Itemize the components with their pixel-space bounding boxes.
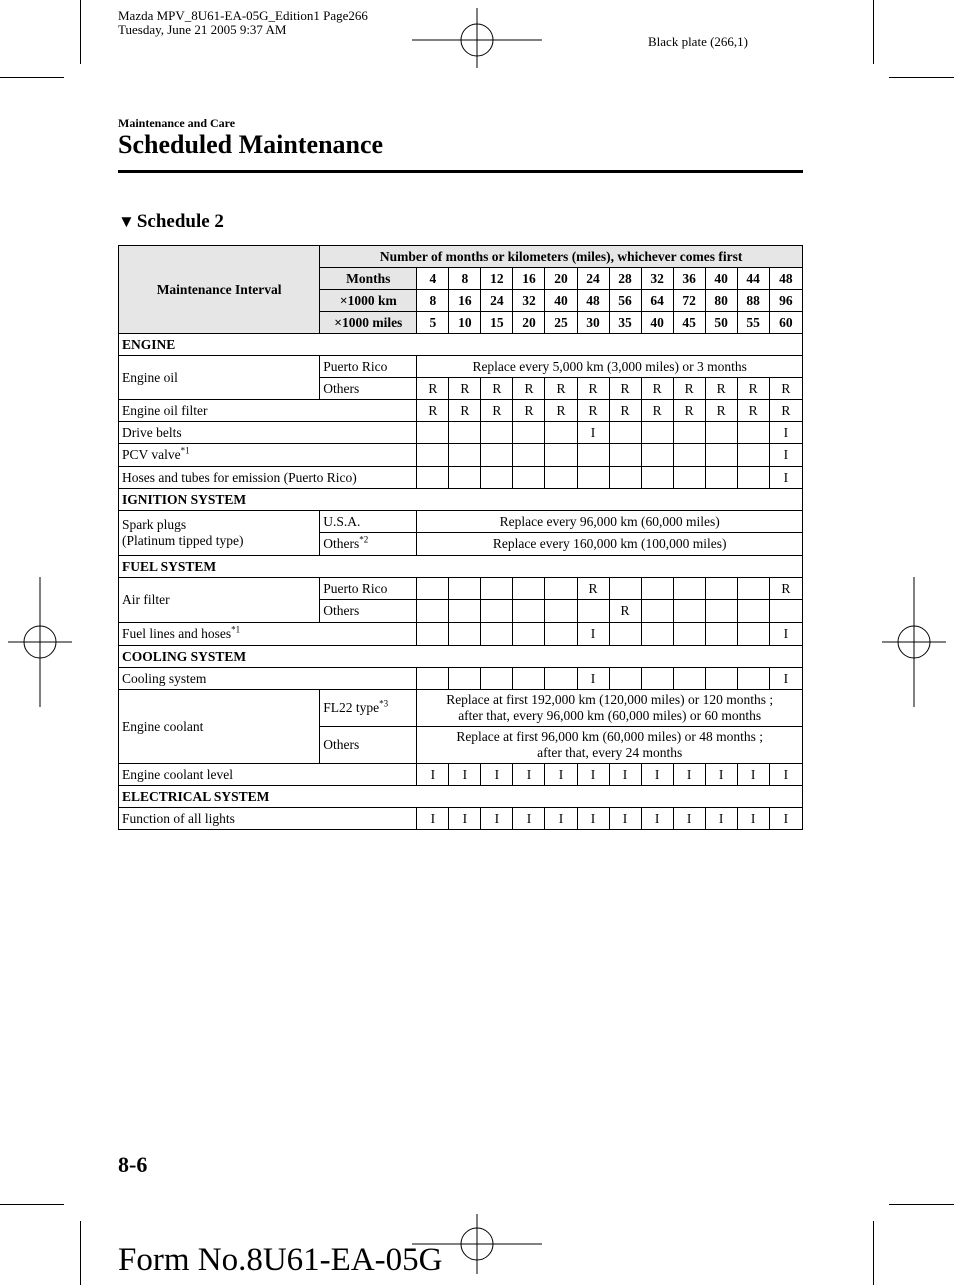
schedule-cell: I bbox=[417, 808, 449, 830]
section-row-electrical bbox=[119, 786, 803, 808]
fuel-lines-text: Fuel lines and hoses bbox=[122, 626, 232, 641]
schedule-cell bbox=[641, 444, 673, 467]
table-row bbox=[119, 400, 803, 422]
print-header-line1: Mazda MPV_8U61-EA-05G_Edition1 Page266 bbox=[118, 8, 368, 23]
spark-plugs-line1: Spark plugs bbox=[122, 517, 187, 532]
schedule-cell bbox=[513, 623, 545, 646]
maintenance-interval-header: Maintenance Interval bbox=[119, 246, 320, 334]
subheading-text: Schedule 2 bbox=[136, 211, 224, 232]
schedule-cell bbox=[673, 623, 705, 646]
sub-label-others: Others bbox=[320, 727, 417, 764]
row-label-engine-coolant-level: Engine coolant level bbox=[119, 764, 417, 786]
schedule-cell: I bbox=[545, 764, 577, 786]
miles-cell: 25 bbox=[545, 312, 577, 334]
schedule-cell: I bbox=[769, 808, 802, 830]
schedule-cell bbox=[545, 668, 577, 690]
schedule-cell bbox=[673, 444, 705, 467]
months-cell: 48 bbox=[769, 268, 802, 290]
km-cell: 48 bbox=[577, 290, 609, 312]
subheading bbox=[118, 211, 224, 233]
row-label-hoses-tubes: Hoses and tubes for emission (Puerto Rico) bbox=[119, 467, 417, 489]
months-cell: 20 bbox=[545, 268, 577, 290]
schedule-cell bbox=[449, 600, 481, 623]
section-heading-fuel: FUEL SYSTEM bbox=[119, 556, 803, 578]
schedule-cell bbox=[577, 444, 609, 467]
schedule-cell bbox=[673, 422, 705, 444]
table-row bbox=[119, 356, 803, 378]
title-rule bbox=[118, 170, 803, 173]
schedule-cell bbox=[481, 467, 513, 489]
schedule-cell bbox=[609, 422, 641, 444]
schedule-cell: I bbox=[705, 764, 737, 786]
schedule-cell: R bbox=[577, 400, 609, 422]
schedule-cell: I bbox=[673, 808, 705, 830]
note-cell bbox=[417, 690, 803, 727]
schedule-cell: I bbox=[577, 422, 609, 444]
schedule-cell bbox=[481, 623, 513, 646]
sub-label-others: Others bbox=[320, 378, 417, 400]
months-cell: 36 bbox=[673, 268, 705, 290]
section-label: Maintenance and Care bbox=[118, 116, 236, 130]
others-text: Others bbox=[323, 536, 360, 551]
table-row bbox=[119, 578, 803, 600]
schedule-cell bbox=[481, 578, 513, 600]
schedule-cell bbox=[545, 422, 577, 444]
row-label-engine-oil-filter: Engine oil filter bbox=[119, 400, 417, 422]
miles-cell: 10 bbox=[449, 312, 481, 334]
miles-cell: 15 bbox=[481, 312, 513, 334]
months-cell: 4 bbox=[417, 268, 449, 290]
schedule-cell bbox=[641, 422, 673, 444]
schedule-cell bbox=[449, 467, 481, 489]
schedule-cell bbox=[449, 422, 481, 444]
schedule-cell bbox=[737, 668, 769, 690]
schedule-cell bbox=[513, 668, 545, 690]
footnote-marker: *1 bbox=[180, 445, 190, 456]
schedule-cell bbox=[609, 467, 641, 489]
schedule-cell bbox=[705, 623, 737, 646]
table-row bbox=[119, 467, 803, 489]
schedule-cell bbox=[481, 600, 513, 623]
schedule-cell: R bbox=[577, 378, 609, 400]
schedule-cell bbox=[769, 600, 802, 623]
months-label: Months bbox=[320, 268, 417, 290]
span-header: Number of months or kilometers (miles), whichever comes first bbox=[320, 246, 803, 268]
miles-cell: 60 bbox=[769, 312, 802, 334]
schedule-cell: R bbox=[513, 400, 545, 422]
km-cell: 56 bbox=[609, 290, 641, 312]
schedule-cell bbox=[513, 422, 545, 444]
schedule-cell: I bbox=[769, 422, 802, 444]
schedule-cell bbox=[705, 600, 737, 623]
schedule-cell: I bbox=[769, 764, 802, 786]
schedule-cell bbox=[449, 578, 481, 600]
row-label-lights: Function of all lights bbox=[119, 808, 417, 830]
fl22-note-line1: Replace at first 192,000 km (120,000 miles) or 120 months ; bbox=[446, 692, 774, 707]
table-row bbox=[119, 808, 803, 830]
form-number: Form No.8U61-EA-05G bbox=[118, 1242, 443, 1278]
schedule-cell: R bbox=[609, 378, 641, 400]
row-label-air-filter: Air filter bbox=[119, 578, 320, 623]
months-cell: 32 bbox=[641, 268, 673, 290]
schedule-cell: I bbox=[737, 764, 769, 786]
schedule-cell bbox=[673, 668, 705, 690]
schedule-cell: R bbox=[609, 400, 641, 422]
sub-label-fl22 bbox=[320, 690, 417, 727]
schedule-cell: I bbox=[737, 808, 769, 830]
schedule-cell: R bbox=[769, 400, 802, 422]
km-cell: 96 bbox=[769, 290, 802, 312]
schedule-cell: R bbox=[513, 378, 545, 400]
schedule-cell: R bbox=[545, 400, 577, 422]
schedule-cell: R bbox=[769, 578, 802, 600]
schedule-cell bbox=[449, 444, 481, 467]
schedule-cell bbox=[417, 467, 449, 489]
sub-label-puerto-rico: Puerto Rico bbox=[320, 578, 417, 600]
schedule-cell bbox=[417, 600, 449, 623]
schedule-cell: R bbox=[769, 378, 802, 400]
schedule-cell: R bbox=[417, 378, 449, 400]
section-row-cooling bbox=[119, 646, 803, 668]
schedule-cell: I bbox=[673, 764, 705, 786]
section-heading-cooling: COOLING SYSTEM bbox=[119, 646, 803, 668]
footnote-marker: *1 bbox=[231, 624, 241, 635]
schedule-cell: I bbox=[577, 764, 609, 786]
row-label-spark-plugs bbox=[119, 511, 320, 556]
spark-plugs-line2: (Platinum tipped type) bbox=[122, 533, 244, 548]
registration-mark-top-icon bbox=[412, 8, 542, 68]
schedule-cell: I bbox=[705, 808, 737, 830]
schedule-cell bbox=[609, 444, 641, 467]
schedule-cell: I bbox=[769, 623, 802, 646]
km-cell: 72 bbox=[673, 290, 705, 312]
schedule-cell bbox=[641, 600, 673, 623]
schedule-cell: I bbox=[417, 764, 449, 786]
schedule-cell bbox=[545, 467, 577, 489]
schedule-cell: I bbox=[481, 808, 513, 830]
schedule-cell: R bbox=[705, 378, 737, 400]
table-row bbox=[119, 623, 803, 646]
footnote-marker: *3 bbox=[379, 698, 389, 709]
schedule-cell: I bbox=[577, 623, 609, 646]
miles-cell: 30 bbox=[577, 312, 609, 334]
sub-label-others: Others bbox=[320, 600, 417, 623]
row-label-fuel-lines bbox=[119, 623, 417, 646]
page-title: Scheduled Maintenance bbox=[118, 130, 384, 159]
table-row bbox=[119, 444, 803, 467]
schedule-cell: R bbox=[545, 378, 577, 400]
note-cell: Replace every 5,000 km (3,000 miles) or 3 months bbox=[417, 356, 803, 378]
pcv-valve-text: PCV valve bbox=[122, 447, 181, 462]
black-plate-label: Black plate (266,1) bbox=[648, 34, 748, 49]
miles-cell: 20 bbox=[513, 312, 545, 334]
schedule-cell bbox=[641, 623, 673, 646]
row-label-engine-coolant: Engine coolant bbox=[119, 690, 320, 764]
km-cell: 64 bbox=[641, 290, 673, 312]
schedule-cell: R bbox=[641, 378, 673, 400]
schedule-cell bbox=[417, 578, 449, 600]
schedule-cell: I bbox=[577, 668, 609, 690]
months-cell: 44 bbox=[737, 268, 769, 290]
page-number: 8-6 bbox=[118, 1152, 148, 1177]
row-label-drive-belts: Drive belts bbox=[119, 422, 417, 444]
miles-cell: 40 bbox=[641, 312, 673, 334]
schedule-cell: R bbox=[737, 400, 769, 422]
footnote-marker: *2 bbox=[359, 534, 369, 545]
print-header-line2: Tuesday, June 21 2005 9:37 AM bbox=[118, 22, 287, 37]
schedule-cell bbox=[545, 600, 577, 623]
schedule-cell bbox=[513, 444, 545, 467]
schedule-cell: I bbox=[513, 764, 545, 786]
schedule-cell bbox=[609, 578, 641, 600]
schedule-cell: R bbox=[449, 378, 481, 400]
schedule-cell bbox=[673, 578, 705, 600]
schedule-cell bbox=[513, 467, 545, 489]
schedule-cell: I bbox=[641, 764, 673, 786]
schedule-cell: I bbox=[545, 808, 577, 830]
registration-mark-left-icon bbox=[8, 577, 72, 707]
miles-cell: 45 bbox=[673, 312, 705, 334]
note-cell: Replace every 160,000 km (100,000 miles) bbox=[417, 533, 803, 556]
sub-label-others bbox=[320, 533, 417, 556]
km-label: ×1000 km bbox=[320, 290, 417, 312]
miles-cell: 35 bbox=[609, 312, 641, 334]
schedule-cell bbox=[737, 467, 769, 489]
row-label-pcv-valve bbox=[119, 444, 417, 467]
schedule-cell: R bbox=[641, 400, 673, 422]
section-row-ignition bbox=[119, 489, 803, 511]
schedule-cell bbox=[737, 623, 769, 646]
schedule-cell: I bbox=[769, 668, 802, 690]
schedule-cell: R bbox=[705, 400, 737, 422]
schedule-cell bbox=[577, 600, 609, 623]
schedule-cell: R bbox=[417, 400, 449, 422]
km-cell: 8 bbox=[417, 290, 449, 312]
schedule-cell bbox=[513, 600, 545, 623]
schedule-cell bbox=[449, 623, 481, 646]
schedule-cell bbox=[641, 668, 673, 690]
schedule-cell bbox=[481, 668, 513, 690]
schedule-cell bbox=[641, 578, 673, 600]
schedule-cell bbox=[545, 578, 577, 600]
schedule-cell bbox=[609, 623, 641, 646]
sub-label-usa: U.S.A. bbox=[320, 511, 417, 533]
table-row bbox=[119, 422, 803, 444]
fl22-note-line2: after that, every 96,000 km (60,000 miles) or 60 months bbox=[458, 708, 762, 723]
months-cell: 12 bbox=[481, 268, 513, 290]
schedule-cell: I bbox=[769, 467, 802, 489]
schedule-cell: I bbox=[449, 808, 481, 830]
schedule-cell: R bbox=[609, 600, 641, 623]
schedule-cell bbox=[705, 578, 737, 600]
schedule-cell: I bbox=[449, 764, 481, 786]
table-row bbox=[119, 668, 803, 690]
schedule-cell bbox=[417, 623, 449, 646]
table-row bbox=[119, 764, 803, 786]
schedule-cell: R bbox=[481, 400, 513, 422]
registration-mark-right-icon bbox=[882, 577, 946, 707]
schedule-cell bbox=[641, 467, 673, 489]
fl22-text: FL22 type bbox=[323, 700, 380, 715]
km-cell: 24 bbox=[481, 290, 513, 312]
schedule-cell: I bbox=[481, 764, 513, 786]
km-cell: 88 bbox=[737, 290, 769, 312]
section-row-engine bbox=[119, 334, 803, 356]
schedule-cell bbox=[481, 444, 513, 467]
miles-cell: 5 bbox=[417, 312, 449, 334]
schedule-cell: I bbox=[513, 808, 545, 830]
maintenance-schedule-table bbox=[118, 245, 803, 830]
schedule-cell bbox=[449, 668, 481, 690]
schedule-cell: R bbox=[577, 578, 609, 600]
schedule-cell bbox=[609, 668, 641, 690]
months-cell: 8 bbox=[449, 268, 481, 290]
schedule-cell: I bbox=[641, 808, 673, 830]
schedule-cell: R bbox=[449, 400, 481, 422]
schedule-cell bbox=[545, 623, 577, 646]
schedule-cell: I bbox=[609, 764, 641, 786]
miles-cell: 55 bbox=[737, 312, 769, 334]
miles-label: ×1000 miles bbox=[320, 312, 417, 334]
schedule-cell bbox=[417, 444, 449, 467]
schedule-cell: R bbox=[673, 378, 705, 400]
schedule-cell: R bbox=[673, 400, 705, 422]
section-heading-electrical: ELECTRICAL SYSTEM bbox=[119, 786, 803, 808]
schedule-cell: I bbox=[577, 808, 609, 830]
section-heading-ignition: IGNITION SYSTEM bbox=[119, 489, 803, 511]
row-label-engine-oil: Engine oil bbox=[119, 356, 320, 400]
km-cell: 32 bbox=[513, 290, 545, 312]
schedule-cell bbox=[577, 467, 609, 489]
schedule-cell bbox=[673, 600, 705, 623]
others-note-line2: after that, every 24 months bbox=[537, 745, 683, 760]
miles-cell: 50 bbox=[705, 312, 737, 334]
schedule-cell bbox=[705, 467, 737, 489]
header-row-span bbox=[119, 246, 803, 268]
km-cell: 40 bbox=[545, 290, 577, 312]
note-cell: Replace every 96,000 km (60,000 miles) bbox=[417, 511, 803, 533]
sub-label-puerto-rico: Puerto Rico bbox=[320, 356, 417, 378]
schedule-cell bbox=[705, 444, 737, 467]
schedule-cell: R bbox=[481, 378, 513, 400]
months-cell: 16 bbox=[513, 268, 545, 290]
schedule-cell bbox=[737, 578, 769, 600]
schedule-cell: R bbox=[737, 378, 769, 400]
note-cell bbox=[417, 727, 803, 764]
table-row bbox=[119, 690, 803, 727]
row-label-cooling-system: Cooling system bbox=[119, 668, 417, 690]
section-row-fuel bbox=[119, 556, 803, 578]
months-cell: 40 bbox=[705, 268, 737, 290]
schedule-cell bbox=[673, 467, 705, 489]
table-row bbox=[119, 511, 803, 533]
schedule-cell bbox=[481, 422, 513, 444]
schedule-cell: I bbox=[609, 808, 641, 830]
others-note-line1: Replace at first 96,000 km (60,000 miles) or 48 months ; bbox=[456, 729, 764, 744]
schedule-cell bbox=[513, 578, 545, 600]
schedule-cell bbox=[545, 444, 577, 467]
schedule-cell bbox=[705, 668, 737, 690]
schedule-cell bbox=[737, 422, 769, 444]
months-cell: 24 bbox=[577, 268, 609, 290]
schedule-cell bbox=[737, 600, 769, 623]
schedule-cell bbox=[737, 444, 769, 467]
schedule-cell bbox=[417, 422, 449, 444]
months-cell: 28 bbox=[609, 268, 641, 290]
triangle-down-icon: ▼ bbox=[118, 212, 135, 231]
km-cell: 80 bbox=[705, 290, 737, 312]
section-heading-engine: ENGINE bbox=[119, 334, 803, 356]
schedule-cell bbox=[705, 422, 737, 444]
km-cell: 16 bbox=[449, 290, 481, 312]
schedule-cell bbox=[417, 668, 449, 690]
schedule-cell: I bbox=[769, 444, 802, 467]
